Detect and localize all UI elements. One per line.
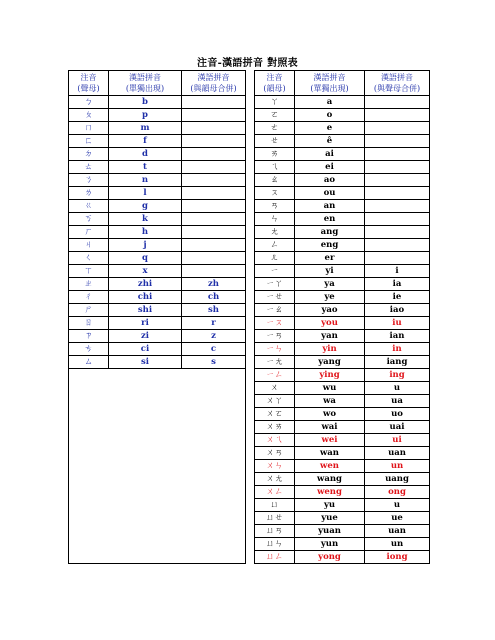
table-row	[69, 226, 246, 239]
pinyin-combined-cell: z	[182, 330, 246, 343]
pinyin-combined-cell	[365, 226, 430, 239]
table-row	[255, 252, 430, 265]
zhuyin-cell: ㄒ	[69, 265, 109, 278]
pinyin-alone-cell: l	[109, 187, 182, 200]
table-row	[255, 382, 430, 395]
zhuyin-cell: ㄧㄢ	[255, 330, 295, 343]
pinyin-combined-cell	[182, 161, 246, 174]
pinyin-alone-cell: h	[109, 226, 182, 239]
column-header-line: (單獨出現)	[125, 84, 165, 93]
finals-table	[254, 70, 430, 564]
zhuyin-cell: ㄨㄛ	[255, 408, 295, 421]
pinyin-alone-cell: zhi	[109, 278, 182, 291]
table-row	[255, 109, 430, 122]
table-row	[255, 408, 430, 421]
pinyin-combined-cell: uai	[365, 421, 430, 434]
zhuyin-cell: ㄓ	[69, 278, 109, 291]
pinyin-alone-cell: q	[109, 252, 182, 265]
document-title: 注音-漢語拼音 對照表	[197, 58, 298, 69]
table-row	[255, 200, 430, 213]
pinyin-alone-cell: e	[295, 122, 365, 135]
pinyin-alone-cell: ou	[295, 187, 365, 200]
pinyin-combined-cell	[182, 135, 246, 148]
pinyin-alone-cell: shi	[109, 304, 182, 317]
pinyin-alone-cell: ya	[295, 278, 365, 291]
table-row	[255, 343, 430, 356]
table-row	[255, 395, 430, 408]
pinyin-alone-cell: yong	[295, 551, 365, 564]
zhuyin-cell: ㄖ	[69, 317, 109, 330]
pinyin-alone-cell: weng	[295, 486, 365, 499]
pinyin-alone-cell: yin	[295, 343, 365, 356]
pinyin-combined-cell: u	[365, 499, 430, 512]
table-row	[69, 356, 246, 369]
zhuyin-cell: ㄌ	[69, 187, 109, 200]
pinyin-alone-cell: x	[109, 265, 182, 278]
pinyin-alone-cell: ê	[295, 135, 365, 148]
pinyin-alone-cell: k	[109, 213, 182, 226]
table-row	[69, 330, 246, 343]
pinyin-alone-cell: d	[109, 148, 182, 161]
zhuyin-cell: ㄨㄣ	[255, 460, 295, 473]
pinyin-combined-cell: ch	[182, 291, 246, 304]
pinyin-alone-cell: n	[109, 174, 182, 187]
zhuyin-cell: ㄨㄥ	[255, 486, 295, 499]
pinyin-alone-cell: wang	[295, 473, 365, 486]
pinyin-alone-cell: an	[295, 200, 365, 213]
pinyin-alone-cell: wa	[295, 395, 365, 408]
zhuyin-cell: ㄞ	[255, 148, 295, 161]
pinyin-alone-cell: wei	[295, 434, 365, 447]
pinyin-alone-cell: ang	[295, 226, 365, 239]
zhuyin-cell: ㄩㄣ	[255, 538, 295, 551]
pinyin-alone-cell: yang	[295, 356, 365, 369]
pinyin-alone-cell: en	[295, 213, 365, 226]
zhuyin-cell: ㄧ	[255, 265, 295, 278]
pinyin-combined-cell: uan	[365, 525, 430, 538]
pinyin-combined-cell	[182, 122, 246, 135]
zhuyin-cell: ㄨㄟ	[255, 434, 295, 447]
zhuyin-cell: ㄥ	[255, 239, 295, 252]
zhuyin-cell: ㄑ	[69, 252, 109, 265]
pinyin-alone-cell: ying	[295, 369, 365, 382]
pinyin-combined-cell	[365, 174, 430, 187]
table-row	[69, 109, 246, 122]
zhuyin-cell: ㄐ	[69, 239, 109, 252]
pinyin-combined-cell: un	[365, 460, 430, 473]
table-row	[255, 356, 430, 369]
pinyin-alone-cell: eng	[295, 239, 365, 252]
zhuyin-cell: ㄩㄥ	[255, 551, 295, 564]
zhuyin-cell: ㄙ	[69, 356, 109, 369]
pinyin-combined-cell	[182, 109, 246, 122]
column-header-line: 漢語拼音	[313, 73, 346, 82]
table-row	[69, 291, 246, 304]
pinyin-combined-cell	[182, 239, 246, 252]
table-row	[255, 499, 430, 512]
pinyin-combined-cell	[365, 161, 430, 174]
pinyin-alone-cell: p	[109, 109, 182, 122]
pinyin-combined-cell	[365, 187, 430, 200]
zhuyin-cell: ㄨ	[255, 382, 295, 395]
column-header	[295, 71, 365, 96]
zhuyin-cell: ㄗ	[69, 330, 109, 343]
zhuyin-cell: ㄚ	[255, 96, 295, 109]
zhuyin-cell: ㄨㄤ	[255, 473, 295, 486]
zhuyin-cell: ㄦ	[255, 252, 295, 265]
pinyin-combined-cell: iao	[365, 304, 430, 317]
pinyin-alone-cell: j	[109, 239, 182, 252]
table-row	[255, 213, 430, 226]
pinyin-combined-cell: ua	[365, 395, 430, 408]
table-row	[255, 304, 430, 317]
pinyin-combined-cell	[182, 226, 246, 239]
pinyin-combined-cell: zh	[182, 278, 246, 291]
table-row	[69, 148, 246, 161]
table-row	[255, 174, 430, 187]
table-row	[69, 135, 246, 148]
column-header-line: 漢語拼音	[197, 73, 230, 82]
pinyin-alone-cell: ai	[295, 148, 365, 161]
pinyin-combined-cell	[365, 252, 430, 265]
table-row	[255, 512, 430, 525]
zhuyin-cell: ㄜ	[255, 122, 295, 135]
pinyin-combined-cell	[182, 200, 246, 213]
column-header	[109, 71, 182, 96]
pinyin-combined-cell	[365, 109, 430, 122]
table-row	[69, 213, 246, 226]
pinyin-alone-cell: a	[295, 96, 365, 109]
pinyin-alone-cell: wu	[295, 382, 365, 395]
pinyin-alone-cell: er	[295, 252, 365, 265]
pinyin-combined-cell	[365, 135, 430, 148]
table-row	[255, 148, 430, 161]
table-row	[69, 317, 246, 330]
column-header-line: (聲母)	[77, 84, 100, 93]
zhuyin-cell: ㄩ	[255, 499, 295, 512]
zhuyin-cell: ㄆ	[69, 109, 109, 122]
table-row	[255, 96, 430, 109]
table-row	[255, 317, 430, 330]
pinyin-combined-cell	[182, 252, 246, 265]
pinyin-combined-cell	[365, 148, 430, 161]
pinyin-combined-cell	[182, 213, 246, 226]
pinyin-combined-cell: ia	[365, 278, 430, 291]
pinyin-combined-cell	[182, 265, 246, 278]
zhuyin-cell: ㄈ	[69, 135, 109, 148]
table-row	[255, 525, 430, 538]
table-row	[69, 174, 246, 187]
pinyin-alone-cell: g	[109, 200, 182, 213]
column-header	[182, 71, 246, 96]
pinyin-alone-cell: ci	[109, 343, 182, 356]
pinyin-combined-cell: c	[182, 343, 246, 356]
pinyin-combined-cell: in	[365, 343, 430, 356]
pinyin-alone-cell: yuan	[295, 525, 365, 538]
pinyin-combined-cell: ong	[365, 486, 430, 499]
table-row	[69, 187, 246, 200]
zhuyin-cell: ㄟ	[255, 161, 295, 174]
table-row	[69, 278, 246, 291]
pinyin-combined-cell: iang	[365, 356, 430, 369]
pinyin-alone-cell: yu	[295, 499, 365, 512]
zhuyin-cell: ㄇ	[69, 122, 109, 135]
zhuyin-cell: ㄉ	[69, 148, 109, 161]
pinyin-combined-cell	[182, 187, 246, 200]
pinyin-alone-cell: yi	[295, 265, 365, 278]
zhuyin-cell: ㄧㄡ	[255, 317, 295, 330]
table-row	[69, 343, 246, 356]
table-row	[69, 200, 246, 213]
pinyin-combined-cell	[365, 122, 430, 135]
zhuyin-cell: ㄊ	[69, 161, 109, 174]
pinyin-combined-cell: uo	[365, 408, 430, 421]
pinyin-combined-cell	[182, 174, 246, 187]
pinyin-alone-cell: ri	[109, 317, 182, 330]
zhuyin-cell: ㄋ	[69, 174, 109, 187]
column-header-line: (單獨出現)	[310, 84, 349, 93]
pinyin-alone-cell: wai	[295, 421, 365, 434]
pinyin-alone-cell: ye	[295, 291, 365, 304]
column-header-line: 漢語拼音	[381, 73, 413, 82]
column-header	[69, 71, 109, 96]
pinyin-alone-cell: yue	[295, 512, 365, 525]
pinyin-combined-cell: u	[365, 382, 430, 395]
pinyin-combined-cell: i	[365, 265, 430, 278]
pinyin-alone-cell: f	[109, 135, 182, 148]
column-header-line: 漢語拼音	[129, 73, 161, 82]
zhuyin-cell: ㄅ	[69, 96, 109, 109]
table-row	[255, 486, 430, 499]
pinyin-combined-cell	[365, 239, 430, 252]
pinyin-alone-cell: chi	[109, 291, 182, 304]
pinyin-combined-cell	[365, 213, 430, 226]
table-row	[255, 434, 430, 447]
column-header-line: (與聲母合併)	[373, 84, 421, 93]
pinyin-combined-cell: ian	[365, 330, 430, 343]
pinyin-alone-cell: you	[295, 317, 365, 330]
zhuyin-cell: ㄤ	[255, 226, 295, 239]
pinyin-alone-cell: yun	[295, 538, 365, 551]
pinyin-combined-cell: ie	[365, 291, 430, 304]
table-row	[69, 304, 246, 317]
column-header-line: (韻母)	[263, 84, 286, 93]
table-row	[255, 278, 430, 291]
zhuyin-cell: ㄧㄣ	[255, 343, 295, 356]
pinyin-combined-cell: ing	[365, 369, 430, 382]
table-row	[255, 460, 430, 473]
header-row	[69, 71, 246, 96]
zhuyin-cell: ㄧㄝ	[255, 291, 295, 304]
table-row	[255, 421, 430, 434]
zhuyin-cell: ㄢ	[255, 200, 295, 213]
initials-table	[68, 70, 246, 564]
pinyin-combined-cell: ui	[365, 434, 430, 447]
empty-area	[69, 369, 246, 564]
pinyin-alone-cell: yan	[295, 330, 365, 343]
zhuyin-cell: ㄩㄢ	[255, 525, 295, 538]
zhuyin-cell: ㄡ	[255, 187, 295, 200]
table-row	[69, 96, 246, 109]
column-header-line: 注音	[80, 73, 97, 82]
table-row	[255, 473, 430, 486]
zhuyin-cell: ㄣ	[255, 213, 295, 226]
table-row	[69, 252, 246, 265]
pinyin-alone-cell: yao	[295, 304, 365, 317]
pinyin-combined-cell: uang	[365, 473, 430, 486]
zhuyin-cell: ㄨㄞ	[255, 421, 295, 434]
table-row	[255, 239, 430, 252]
empty-filler-row	[69, 369, 246, 564]
zhuyin-cell: ㄕ	[69, 304, 109, 317]
zhuyin-cell: ㄧㄥ	[255, 369, 295, 382]
zhuyin-cell: ㄘ	[69, 343, 109, 356]
table-row	[255, 226, 430, 239]
table-row	[255, 369, 430, 382]
column-header	[365, 71, 430, 96]
table-row	[255, 447, 430, 460]
pinyin-alone-cell: ei	[295, 161, 365, 174]
zhuyin-cell: ㄔ	[69, 291, 109, 304]
table-row	[255, 122, 430, 135]
table-row	[255, 330, 430, 343]
pinyin-combined-cell	[182, 148, 246, 161]
table-row	[69, 239, 246, 252]
pinyin-alone-cell: wo	[295, 408, 365, 421]
zhuyin-cell: ㄍ	[69, 200, 109, 213]
table-row	[69, 265, 246, 278]
zhuyin-cell: ㄎ	[69, 213, 109, 226]
table-row	[255, 551, 430, 564]
header-row	[255, 71, 430, 96]
pinyin-alone-cell: t	[109, 161, 182, 174]
table-row	[255, 187, 430, 200]
zhuyin-cell: ㄛ	[255, 109, 295, 122]
pinyin-alone-cell: o	[295, 109, 365, 122]
zhuyin-cell: ㄧㄚ	[255, 278, 295, 291]
pinyin-alone-cell: wan	[295, 447, 365, 460]
table-row	[69, 161, 246, 174]
pinyin-combined-cell: iong	[365, 551, 430, 564]
zhuyin-cell: ㄧㄤ	[255, 356, 295, 369]
column-header	[255, 71, 295, 96]
pinyin-combined-cell	[365, 96, 430, 109]
pinyin-alone-cell: wen	[295, 460, 365, 473]
zhuyin-cell: ㄠ	[255, 174, 295, 187]
pinyin-combined-cell	[365, 200, 430, 213]
pinyin-combined-cell	[182, 96, 246, 109]
pinyin-combined-cell: sh	[182, 304, 246, 317]
zhuyin-cell: ㄝ	[255, 135, 295, 148]
pinyin-combined-cell: r	[182, 317, 246, 330]
zhuyin-cell: ㄧㄠ	[255, 304, 295, 317]
table-row	[255, 538, 430, 551]
pinyin-combined-cell: iu	[365, 317, 430, 330]
table-row	[255, 161, 430, 174]
column-header-line: (與韻母合併)	[190, 84, 237, 93]
zhuyin-cell: ㄨㄢ	[255, 447, 295, 460]
zhuyin-cell: ㄩㄝ	[255, 512, 295, 525]
pinyin-combined-cell: ue	[365, 512, 430, 525]
pinyin-alone-cell: si	[109, 356, 182, 369]
zhuyin-cell: ㄨㄚ	[255, 395, 295, 408]
column-header-line: 注音	[266, 73, 283, 82]
pinyin-alone-cell: ao	[295, 174, 365, 187]
table-row	[255, 291, 430, 304]
pinyin-combined-cell: uan	[365, 447, 430, 460]
table-row	[69, 122, 246, 135]
pinyin-alone-cell: b	[109, 96, 182, 109]
pinyin-combined-cell: s	[182, 356, 246, 369]
table-row	[255, 265, 430, 278]
pinyin-alone-cell: zi	[109, 330, 182, 343]
pinyin-alone-cell: m	[109, 122, 182, 135]
zhuyin-cell: ㄏ	[69, 226, 109, 239]
pinyin-combined-cell: un	[365, 538, 430, 551]
table-row	[255, 135, 430, 148]
